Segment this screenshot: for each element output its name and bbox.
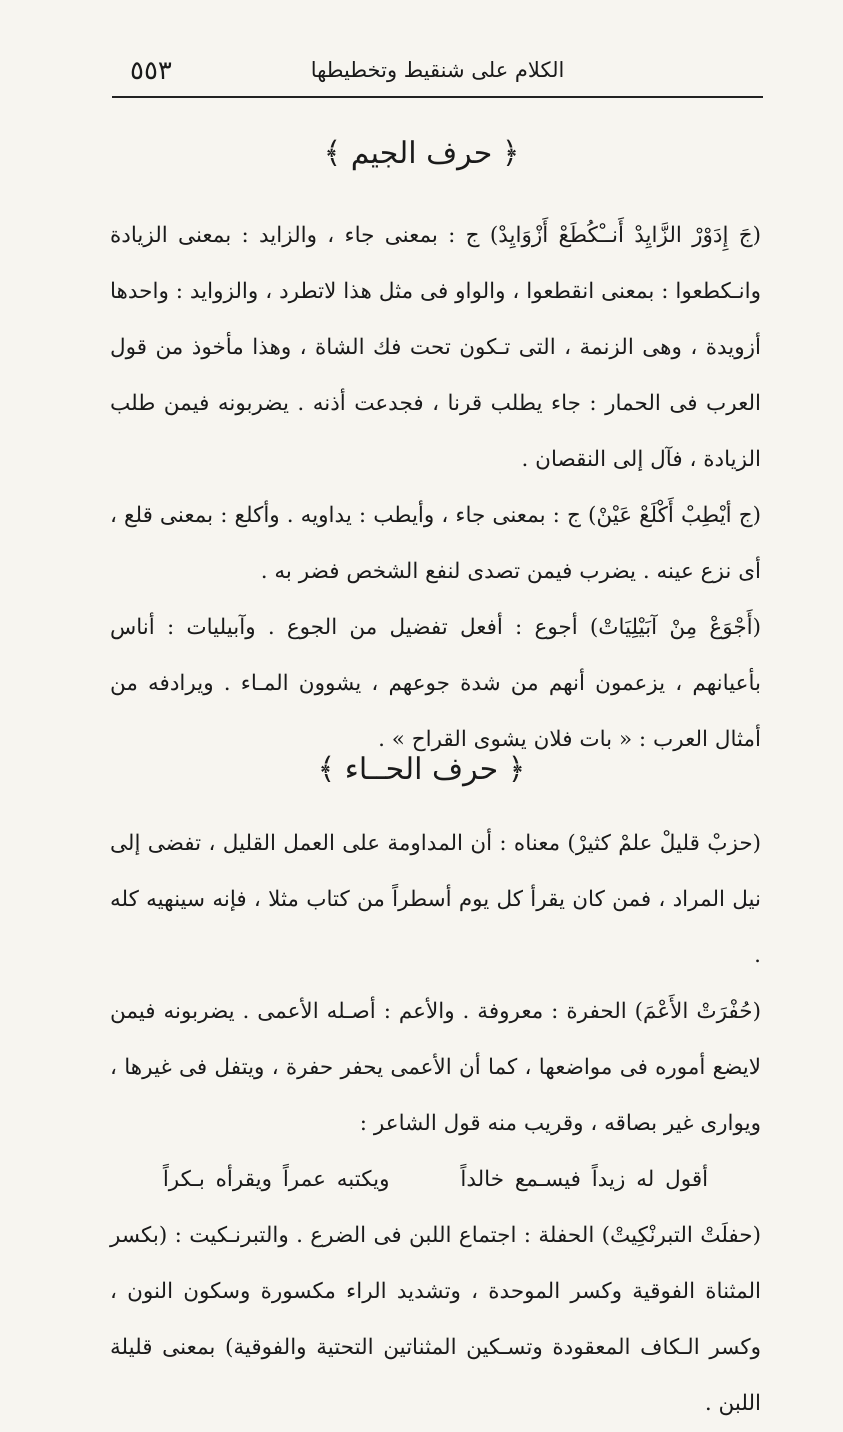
proverb-paragraph: (ج أيْطِبْ أَكْلَعْ عَيْنْ) ج : بمعنى جاء ، وأيطب : يداويه . وأكلع : بمعنى قلع ، أى نزع عينه . يضرب فيمن تصدى لنفع الشخص فضر به .: [110, 503, 761, 584]
page-number: ٥٥٣: [130, 56, 172, 86]
proverb-paragraph: (حُفْرَتْ الأَعْمَ) الحفرة : معروفة . والأعم : أصـله الأعمى . يضربونه فيمن لايضع أموره فى مواضعها ، كما أن الأعمى يحفر حفرة ، ويتفل فى غيرها ، ويوارى غير بصاقه ، وقريب منه قول الشاعر :: [110, 999, 761, 1136]
running-head: [112, 56, 763, 90]
section-body-jim: [110, 208, 761, 768]
header-rule: [112, 96, 763, 98]
section-body-ha: [110, 816, 761, 1432]
proverb-paragraph: (حزبْ قليلْ علمْ كثيرْ) معناه : أن المداومة على العمل القليل ، تفضى إلى نيل المراد ، فمن كان يقرأ كل يوم أسطراً من كتاب مثلا ، فإنه سينهيه كله .: [110, 831, 761, 968]
proverb-paragraph: (جَ إِدَوْرْ الزَّايِدْ أَنــْكُطَعْ أَزْوَايِدْ) ج : بمعنى جاء ، والزايد : بمعنى الزيادة وانـكطعوا : بمعنى انقطعوا ، والواو فى مثل هذا لاتطرد ، والزوايد : واحدها أزويدة ، وهى الزنمة ، التى تـكون تحت فك الشاة ، وهذا مأخوذ من قول العرب فى الحمار : جاء يطلب قرنا ، فجدعت أذنه . يضربونه فيمن طلب الزيادة ، فآل إلى النقصان .: [110, 223, 761, 472]
proverb-paragraph: (أَجْوَعْ مِنْ آبَيْلِيَاتْ) أجوع : أفعل تفضيل من الجوع . وآبيليات : أناس بأعيانهم ، يزعمون أنهم من شدة جوعهم ، يشوون المـاء . ويرادفه من أمثال العرب : « بات فلان يشوى القراح » .: [110, 615, 761, 752]
proverb-paragraph: (حفلَتْ التبرنْكِيتْ) الحفلة : اجتماع اللبن فى الضرع . والتبرنـكيت : (بكسر المثناة الفوقية وكسر الموحدة ، وتشديد الراء مكسورة وسكون النون ، وكسر الـكاف المعقودة وتسـكين المثناتين التحتية والفوقية) بمعنى قليلة اللبن .: [110, 1223, 761, 1416]
running-title: الكلام على شنقيط وتخطيطها: [310, 58, 565, 82]
section-heading-ha: ﴿ حرف الحــاء ﴾: [317, 752, 526, 787]
section-heading-jim: ﴿ حرف الجيم ﴾: [323, 136, 520, 171]
verse-second-hemistich: ويكتبه عمراً ويقرأه بـكراً: [162, 1167, 390, 1192]
poetry-verse: [110, 1152, 761, 1208]
verse-first-hemistich: أقول له زيداً فيسـمع خالداً: [460, 1167, 709, 1192]
